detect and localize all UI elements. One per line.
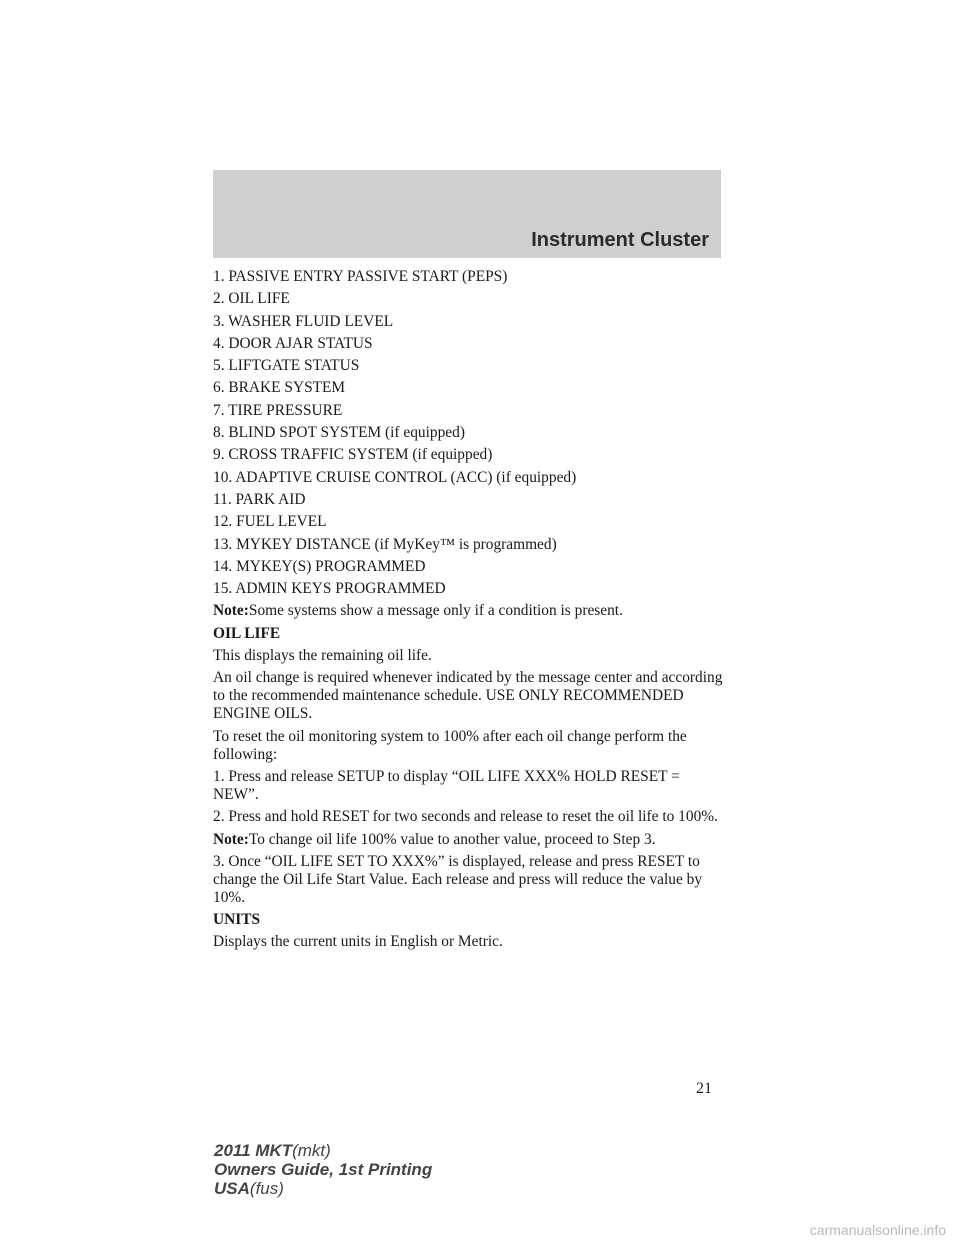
footer-model: 2011 MKT [214, 1141, 293, 1160]
note-text: Some systems show a message only if a condition is present. [248, 602, 623, 620]
feature-list [213, 268, 723, 598]
list-item: 1. PASSIVE ENTRY PASSIVE START (PEPS) [213, 268, 508, 285]
reset-intro-paragraph: To reset the oil monitoring system to 100% after each oil change perform the following: [213, 727, 687, 763]
units-description: Displays the current units in English or Metric. [213, 933, 503, 951]
list-item: 2. OIL LIFE [213, 290, 290, 308]
list-item: 4. DOOR AJAR STATUS [213, 334, 373, 352]
list-item: 9. CROSS TRAFFIC SYSTEM (if equipped) [213, 446, 493, 464]
footer-line-model [214, 1141, 432, 1160]
reset-step-3: 3. Once “OIL LIFE SET TO XXX%” is displayed, release and press RESET to change the Oil Life Start Value. Each release and press will reduce the value by 10%. [213, 852, 703, 906]
list-item: 8. BLIND SPOT SYSTEM (if equipped) [213, 424, 465, 442]
note-text: To change oil life 100% value to another value, proceed to Step 3. [248, 830, 656, 848]
footer-region-code: (fus) [249, 1179, 284, 1198]
list-item: 10. ADAPTIVE CRUISE CONTROL (ACC) (if equipped) [213, 468, 577, 486]
units-heading: UNITS [213, 911, 261, 929]
list-item: 6. BRAKE SYSTEM [213, 379, 346, 397]
footer-region: USA [214, 1179, 250, 1198]
reset-step-1: 1. Press and release SETUP to display “OIL LIFE XXX% HOLD RESET = NEW”. [213, 767, 680, 803]
list-item: 3. WASHER FLUID LEVEL [213, 312, 394, 330]
note-paragraph [213, 602, 723, 620]
list-item: 14. MYKEY(S) PROGRAMMED [213, 557, 426, 575]
note-label: Note: [213, 830, 249, 848]
print-footer [214, 1141, 432, 1198]
oil-life-heading: OIL LIFE [213, 624, 281, 642]
list-item: 11. PARK AID [213, 490, 306, 508]
section-header-band [213, 170, 721, 258]
note-label: Note: [213, 602, 249, 620]
footer-line-region [214, 1179, 432, 1198]
list-item: 5. LIFTGATE STATUS [213, 357, 360, 375]
page-content [213, 268, 723, 956]
footer-line-guide: Owners Guide, 1st Printing [214, 1160, 433, 1179]
list-item: 15. ADMIN KEYS PROGRAMMED [213, 580, 446, 598]
list-item: 13. MYKEY DISTANCE (if MyKey™ is programmed) [213, 535, 557, 553]
list-item: 7. TIRE PRESSURE [213, 401, 343, 419]
list-item: 12. FUEL LEVEL [213, 513, 327, 531]
section-title: Instrument Cluster [531, 229, 709, 251]
page-number: 21 [696, 1080, 712, 1097]
watermark: carmanualsonline.info [809, 1222, 946, 1238]
footer-model-code: (mkt) [292, 1141, 331, 1160]
oil-change-paragraph: An oil change is required whenever indicated by the message center and according to the recommended maintenance schedule. USE ONLY RECOMMENDED ENGINE OILS. [213, 669, 723, 723]
oil-life-description: This displays the remaining oil life. [213, 647, 432, 665]
reset-step-2: 2. Press and hold RESET for two seconds and release to reset the oil life to 100%. [213, 808, 718, 826]
note-paragraph-2 [213, 831, 723, 849]
